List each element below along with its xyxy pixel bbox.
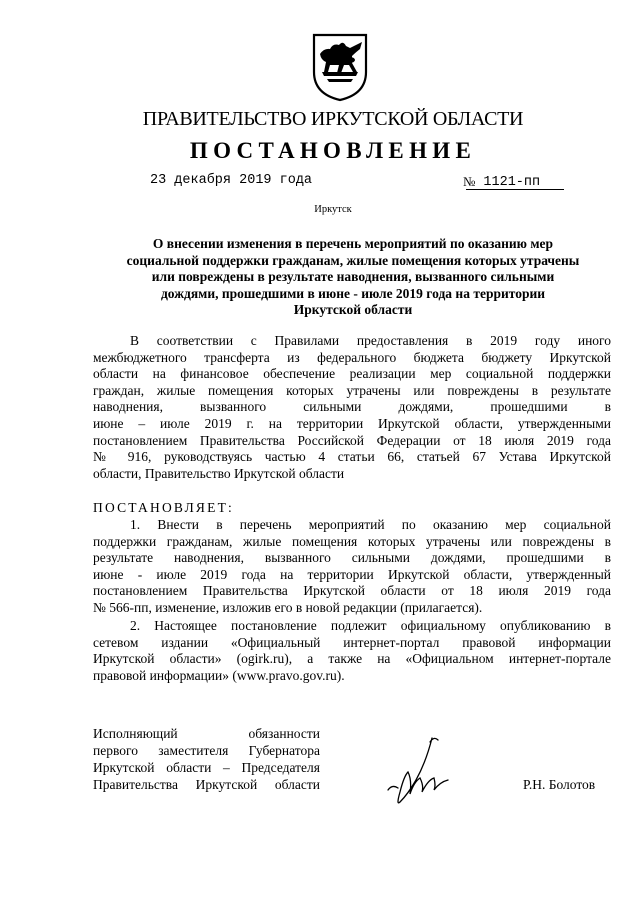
title-line: О внесении изменения в перечень мероприятий по оказанию мер bbox=[152, 236, 554, 251]
document-number: 1121-пп bbox=[483, 175, 541, 190]
coat-of-arms-icon bbox=[310, 32, 370, 102]
item-line: правовой информации» (www.pravo.gov.ru). bbox=[93, 667, 345, 683]
document-title bbox=[110, 236, 596, 319]
number-sign: № bbox=[463, 174, 476, 189]
preamble bbox=[93, 333, 611, 482]
preamble-line: июне – июле 2019 г. на территории Иркутской области, утвержденными bbox=[93, 415, 611, 431]
handwritten-signature bbox=[370, 732, 470, 822]
document-type: ПОСТАНОВЛЕНИЕ bbox=[189, 138, 477, 163]
number-underline bbox=[466, 189, 564, 190]
title-line: социальной поддержки гражданам, жилые помещения которых утрачены bbox=[126, 252, 580, 268]
preamble-line: постановлением Правительства Российской Федерации от 18 июля 2019 года bbox=[93, 432, 611, 448]
title-line: Иркутской области bbox=[293, 302, 413, 318]
title-line: или повреждены в результате наводнения, вызванного сильными bbox=[151, 269, 555, 285]
decree-word: ПОСТАНОВЛЯЕТ: bbox=[93, 500, 234, 515]
document-number-block bbox=[463, 172, 540, 190]
item-line: поддержки гражданам, жилые помещения которых утрачены или повреждены в bbox=[93, 533, 611, 549]
item-line: результате наводнения, вызванного сильными дождями, прошедшими в bbox=[93, 550, 611, 566]
item-line: 1. Внести в перечень мероприятий по оказанию мер социальной bbox=[130, 517, 611, 532]
item-line: июне - июле 2019 года на территории Иркутской области, утвержденный bbox=[93, 566, 611, 582]
item-line: 2. Настоящее постановление подлежит официальному опубликованию в bbox=[130, 618, 611, 633]
position-line: Иркутской области – Председателя bbox=[93, 760, 320, 775]
decree-item-2 bbox=[93, 618, 611, 684]
city: Иркутск bbox=[314, 204, 352, 215]
preamble-line: граждан, жилые помещения которых утрачены или повреждены в результате bbox=[93, 382, 611, 398]
preamble-line: области, Правительство Иркутской области bbox=[93, 465, 345, 481]
item-line: Иркутской области» (ogirk.ru), а также на «Официальном интернет-портале bbox=[93, 651, 611, 667]
preamble-line: межбюджетного трансферта из федерального бюджета бюджету Иркутской bbox=[93, 349, 611, 365]
decree-item-1 bbox=[93, 517, 611, 617]
preamble-line: № 916, руководствуясь частью 4 статьи 66, статьей 67 Устава Иркутской bbox=[93, 449, 611, 465]
position-line: Исполняющий обязанности bbox=[93, 726, 320, 741]
government-name: ПРАВИТЕЛЬСТВО ИРКУТСКОЙ ОБЛАСТИ bbox=[142, 108, 524, 130]
title-line: дождями, прошедшими в июне - июле 2019 года на территории bbox=[160, 285, 546, 301]
document-date: 23 декабря 2019 года bbox=[150, 173, 313, 188]
position-line: Правительства Иркутской области bbox=[93, 777, 320, 792]
position-line: первого заместителя Губернатора bbox=[93, 743, 320, 758]
preamble-line: В соответствии с Правилами предоставления в 2019 году иного bbox=[130, 333, 611, 348]
signatory-name: Р.Н. Болотов bbox=[523, 777, 596, 792]
preamble-line: наводнения, вызванного сильными дождями, прошедшими в bbox=[93, 399, 611, 415]
item-line: постановлением Правительства Иркутской области от 18 июля 2019 года bbox=[93, 583, 611, 599]
preamble-line: области на финансовое обеспечение реализации мер социальной поддержки bbox=[93, 366, 611, 382]
signatory-position bbox=[93, 725, 320, 793]
item-line: № 566-пп, изменение, изложив его в новой редакции (прилагается). bbox=[93, 599, 483, 615]
item-line: сетевом издании «Официальный интернет-портал правовой информации bbox=[93, 634, 611, 650]
